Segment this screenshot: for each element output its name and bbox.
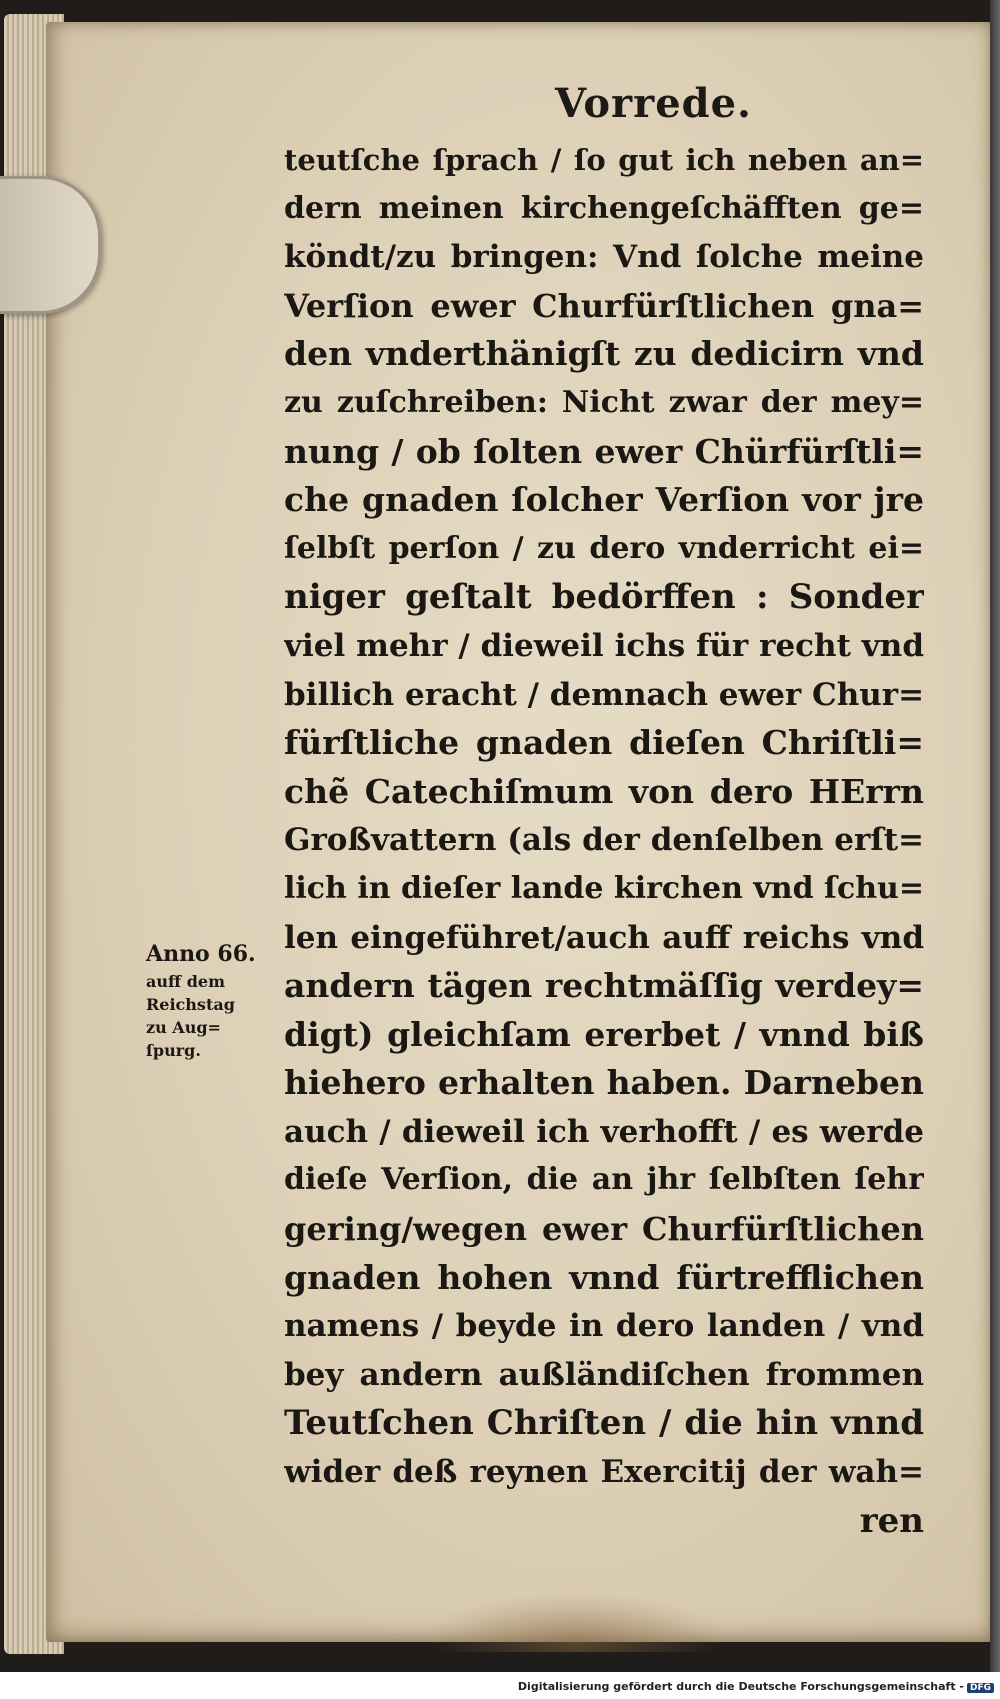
text-line: nung / ob ſolten ewer Chürfürſtli= — [284, 431, 924, 471]
body-text — [284, 136, 924, 1545]
text-line: namens / beyde in dero landen / vnd — [284, 1308, 924, 1345]
text-line: niger geſtalt bedörffen : Sonder — [284, 577, 924, 618]
margin-note-year: Anno 66. — [146, 941, 256, 967]
text-line: Teutſchen Chriſten / die hin vnnd — [284, 1403, 924, 1444]
text-line: hiehero erhalten haben. Darneben — [284, 1063, 924, 1103]
dfg-logo: DFG — [967, 1683, 994, 1693]
text-line: len eingeführet/auch auff reichs vnd — [284, 919, 924, 956]
text-line: che gnaden ſolcher Verſion vor jre — [284, 480, 924, 520]
text-line: gnaden hohen vnnd fürtrefflichen — [284, 1257, 924, 1297]
text-line: den vnderthänigſt zu dedicirn vnd — [284, 334, 924, 374]
margin-note-line: zu Aug= — [146, 1018, 221, 1037]
digitization-footer — [0, 1672, 1000, 1699]
text-line: chẽ Catechiſmum von dero HErrn — [284, 771, 924, 811]
running-head: Vorrede. — [555, 80, 752, 127]
text-line: fürſtliche gnaden dieſen Chriſtli= — [284, 723, 924, 763]
text-line: zu zuſchreiben: Nicht zwar der mey= — [284, 384, 924, 420]
margin-note-line: ſpurg. — [146, 1041, 201, 1060]
cover-edge — [990, 0, 1000, 1672]
water-stain — [426, 1592, 726, 1652]
text-line: billich eracht / demnach ewer Chur= — [284, 676, 924, 713]
text-line: ren — [859, 1500, 924, 1541]
text-line: dieſe Verſion, die an jhr ſelbſten ſehr — [284, 1162, 924, 1198]
text-line: ſelbſt perſon / zu dero vnderricht ei= — [284, 530, 924, 566]
text-line: teutſche ſprach / ſo gut ich neben an= — [284, 143, 924, 177]
text-line: dern meinen kirchengeſchäfften ge= — [284, 190, 924, 226]
text-line: digt) gleichſam ererbet / vnnd biß — [284, 1014, 924, 1054]
margin-note — [146, 938, 276, 1062]
text-line: Verſion ewer Churfürſtlichen gna= — [284, 286, 924, 325]
text-line: gering/wegen ewer Churfürſtlichen — [284, 1210, 924, 1249]
text-line: viel mehr / dieweil ichs für recht vnd — [284, 627, 924, 664]
text-line: wider deß reynen Exercitij der wah= — [284, 1454, 924, 1491]
text-line: andern tägen rechtmäſſig verdey= — [284, 966, 924, 1006]
text-line: Großvattern (als der denſelben erſt= — [284, 822, 924, 859]
text-line: köndt/zu bringen: Vnd ſolche meine — [284, 239, 924, 276]
margin-note-line: auff dem — [146, 972, 225, 991]
book-clasp — [0, 176, 101, 314]
text-line: auch / dieweil ich verhofft / es werde — [284, 1113, 924, 1150]
margin-note-line: Reichstag — [146, 995, 235, 1014]
text-line: lich in dieſer lande kirchen vnd ſchu= — [284, 870, 924, 906]
text-line: bey andern außländiſchen frommen — [284, 1356, 924, 1393]
footer-credit: Digitalisierung gefördert durch die Deutsche Forschungsgemeinschaft - — [517, 1680, 964, 1693]
